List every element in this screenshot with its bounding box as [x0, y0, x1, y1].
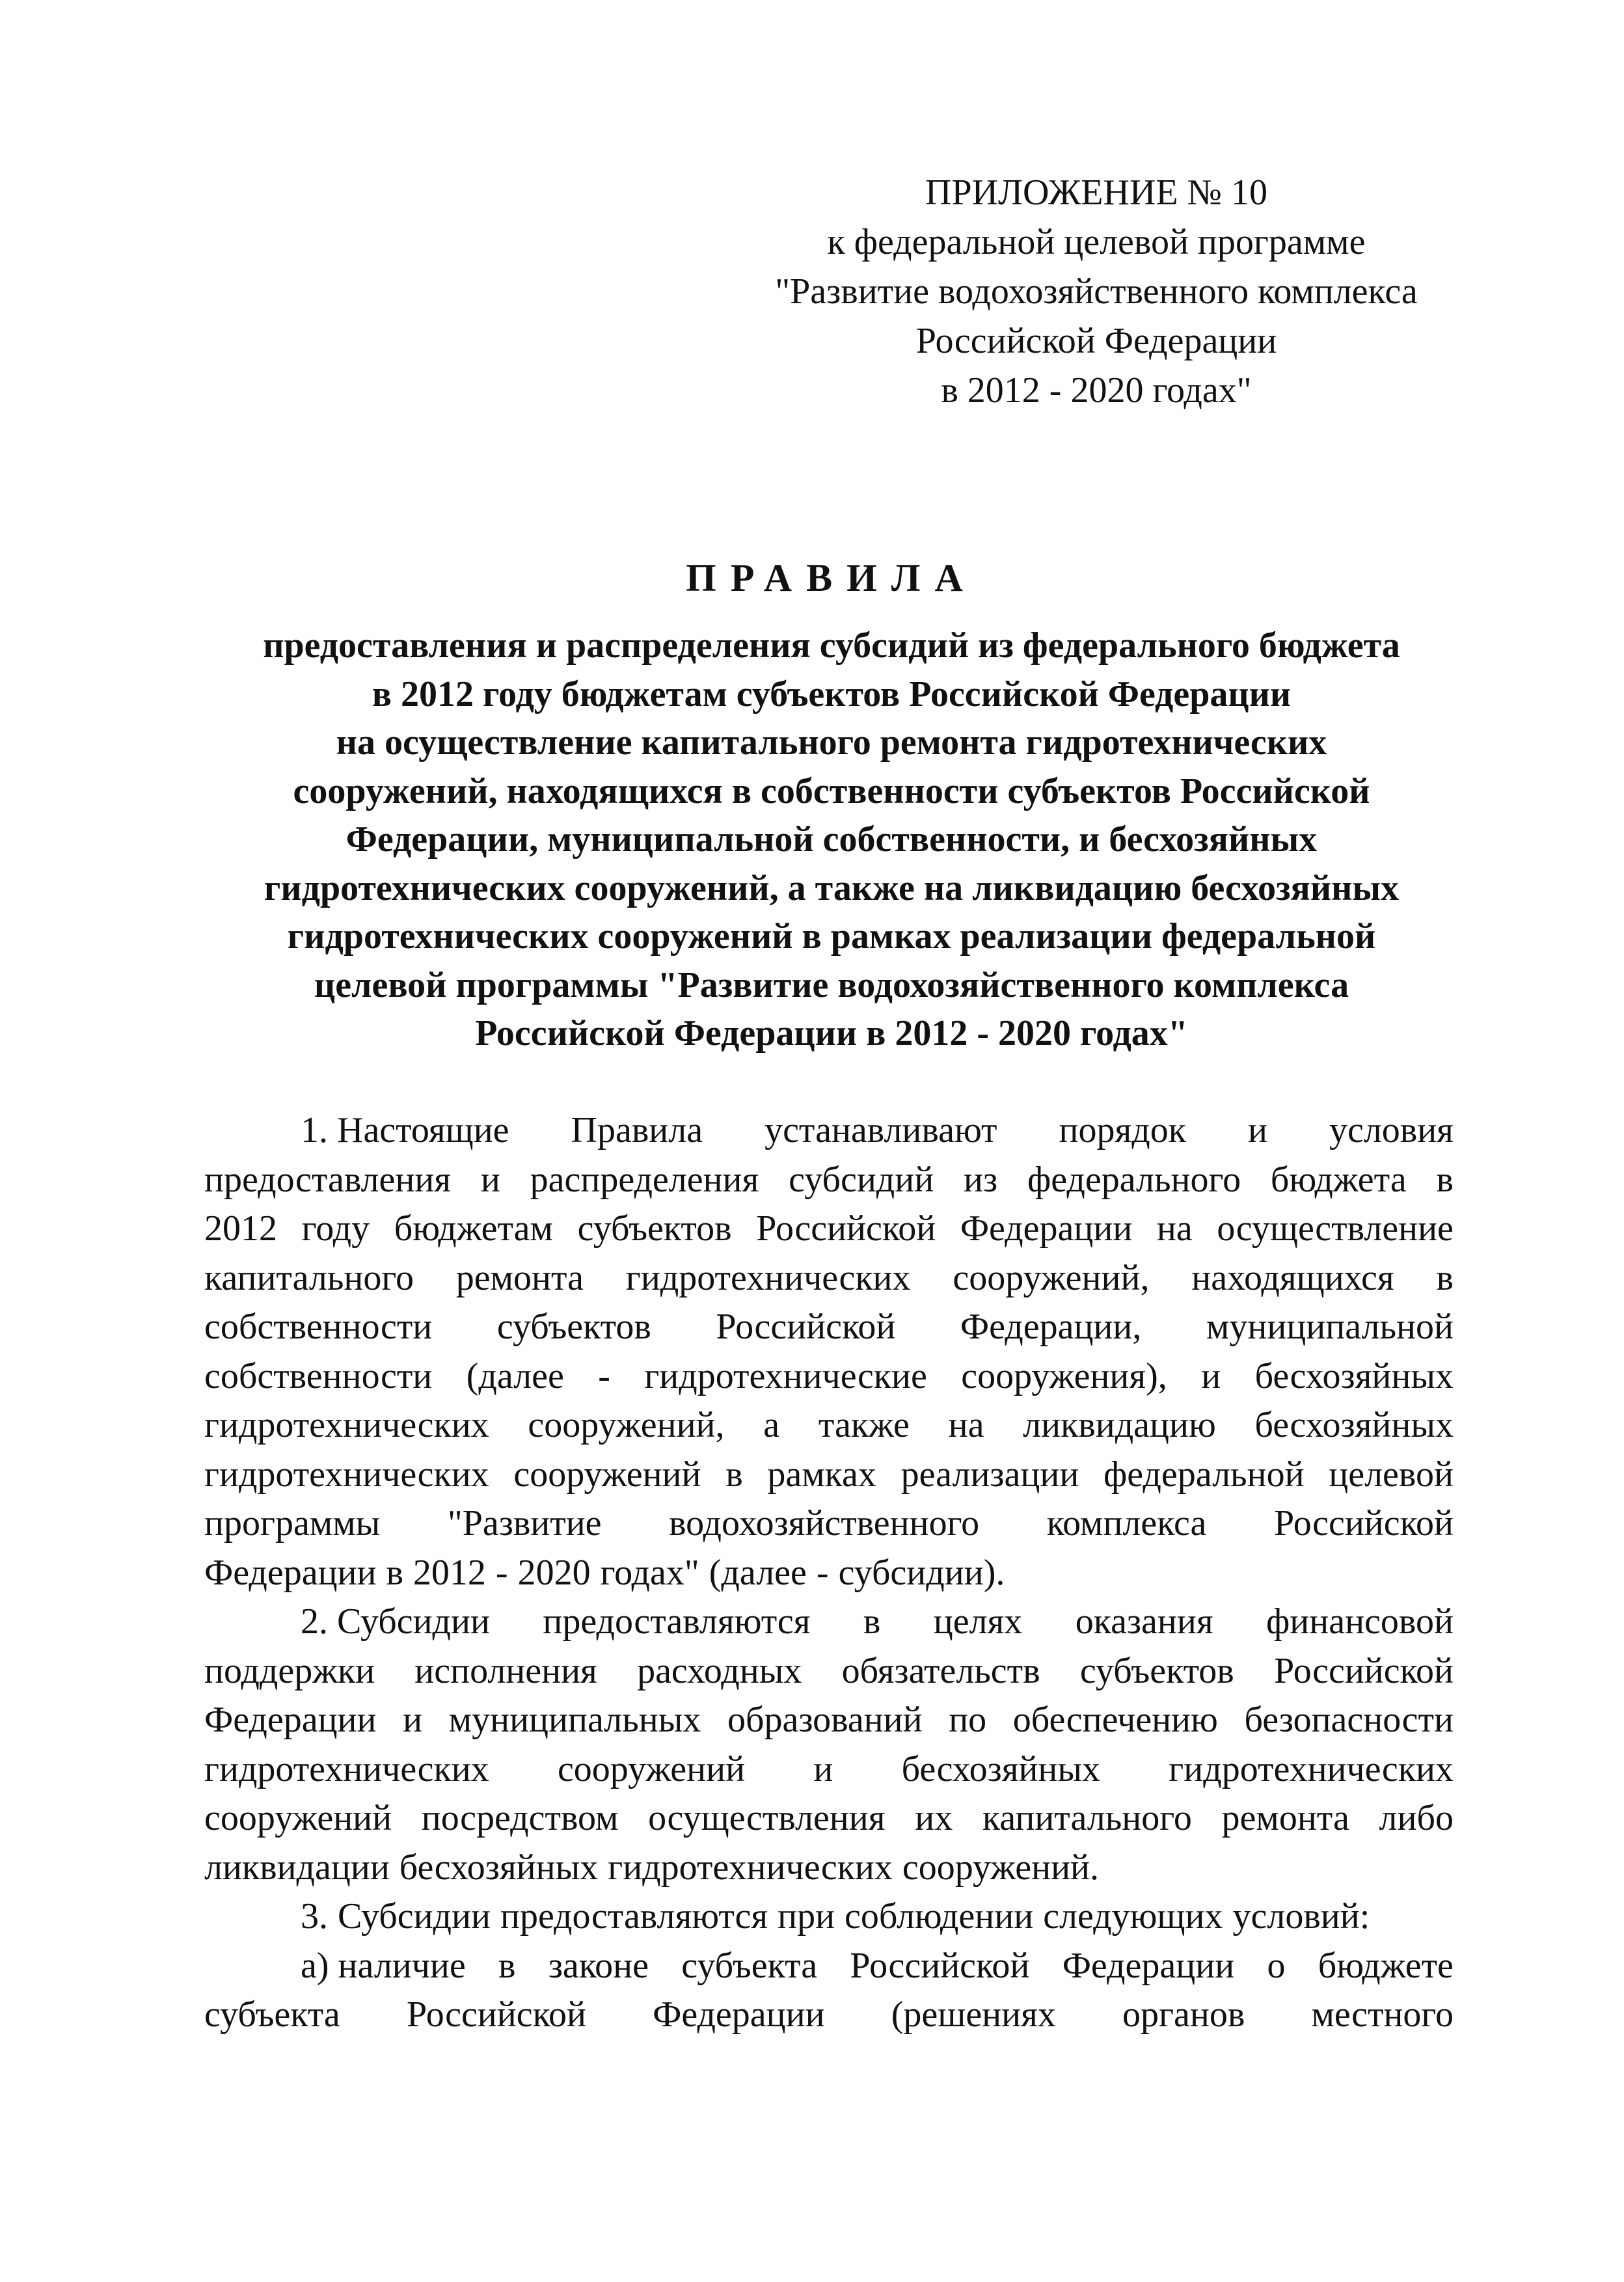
body-word: Федерации, — [960, 1307, 1142, 1347]
body-word: - — [598, 1355, 610, 1396]
body-word: а) наличие — [301, 1945, 466, 1986]
body-word: бесхозяйных — [1254, 1405, 1454, 1445]
body-word: федерального — [1027, 1159, 1241, 1200]
body-word: капитального — [204, 1257, 414, 1298]
body-line — [204, 1745, 1454, 1795]
body-word: Российской — [1273, 1650, 1454, 1691]
body-word: находящихся — [1191, 1257, 1394, 1298]
subtitle-line: гидротехнических сооружений в рамках реализации федеральной — [287, 916, 1376, 957]
body-word: обеспечению — [1012, 1700, 1218, 1740]
body-word: комплекса — [1046, 1503, 1207, 1543]
body-word: бесхозяйных — [1254, 1355, 1454, 1396]
body-word: ликвидацию — [1023, 1405, 1216, 1445]
body-word: осуществление — [1217, 1208, 1454, 1249]
body-word: предоставляются — [500, 1896, 768, 1936]
body-word: условий: — [1232, 1896, 1370, 1936]
body-word: бесхозяйных — [399, 1847, 599, 1888]
body-word: их — [915, 1798, 953, 1838]
body-word: и — [480, 1159, 500, 1200]
body-word: местного — [1311, 1994, 1454, 2035]
body-word: на — [1156, 1208, 1193, 1249]
body-line — [204, 1990, 1454, 2040]
body-word: Федерации — [960, 1208, 1133, 1249]
body-line — [204, 1597, 1454, 1647]
body-word: гидротехнических — [204, 1748, 489, 1789]
subtitle-line: Федерации, муниципальной собственности, и бесхозяйных — [345, 819, 1318, 860]
body-word: Федерации — [204, 1700, 377, 1740]
body-word: посредством — [421, 1798, 619, 1838]
document-subtitle — [169, 621, 1494, 1058]
body-word: при — [778, 1896, 835, 1936]
subtitle-line: предоставления и распределения субсидий из федерального бюджета — [263, 625, 1400, 666]
body-line — [204, 1450, 1454, 1500]
body-word: гидротехнических — [204, 1454, 489, 1495]
body-word: - — [816, 1552, 829, 1593]
body-word: законе — [548, 1945, 649, 1986]
body-word: сооружений. — [902, 1847, 1099, 1888]
body-word: условия — [1329, 1110, 1454, 1150]
body-word: Правила — [571, 1110, 703, 1150]
body-word: гидротехнические — [644, 1355, 927, 1396]
body-word: гидротехнических — [1169, 1748, 1454, 1789]
body-word: собственности — [204, 1307, 433, 1347]
document-title: ПРАВИЛА — [686, 556, 977, 599]
appendix-line: в 2012 - 2020 годах" — [941, 370, 1252, 411]
body-word: гидротехнических — [608, 1847, 893, 1888]
body-word: сооружений, — [528, 1405, 725, 1445]
body-word: в — [863, 1601, 881, 1642]
body-word: сооружений — [513, 1454, 701, 1495]
body-line — [204, 1352, 1454, 1402]
body-word: Федерации — [653, 1994, 825, 2035]
body-word: (далее — [466, 1355, 564, 1396]
body-word: субъектов — [1079, 1650, 1234, 1691]
body-word: субъекта — [681, 1945, 818, 1986]
body-word: и — [1247, 1110, 1267, 1150]
body-word: предоставления — [204, 1159, 452, 1200]
body-word: поддержки — [204, 1650, 375, 1691]
body-word: либо — [1379, 1798, 1454, 1838]
body-word: расходных — [637, 1650, 802, 1691]
body-word: (далее — [709, 1552, 807, 1593]
body-line — [204, 1303, 1454, 1352]
body-word: "Развитие — [447, 1503, 602, 1543]
body-word: реализации — [900, 1454, 1079, 1495]
body-word: целях — [933, 1601, 1023, 1642]
body-line — [204, 1549, 1454, 1598]
body-word: сооружения), — [961, 1355, 1167, 1396]
body-word: сооружений, — [953, 1257, 1150, 1298]
body-word: Российской — [850, 1945, 1030, 1986]
body-word: Российской — [716, 1307, 896, 1347]
body-word: предоставляются — [543, 1601, 811, 1642]
body-word: 1. Настоящие — [301, 1110, 509, 1150]
body-word: муниципальной — [1206, 1307, 1454, 1347]
body-word: устанавливают — [765, 1110, 997, 1150]
body-word: Российской — [406, 1994, 586, 2035]
body-line — [204, 1204, 1454, 1254]
body-word: 2012 — [413, 1552, 486, 1593]
body-word: годах" — [600, 1552, 699, 1593]
body-line — [204, 1942, 1454, 1991]
subtitle-line: в 2012 году бюджетам субъектов Российской Федерации — [372, 673, 1292, 714]
body-word: субъектов — [496, 1307, 651, 1347]
body-word: соблюдении — [845, 1896, 1034, 1936]
body-word: следующих — [1043, 1896, 1223, 1936]
body-word: гидротехнических — [625, 1257, 911, 1298]
body-line — [204, 1794, 1454, 1843]
subtitle-line: сооружений, находящихся в собственности субъектов Российской — [293, 770, 1370, 811]
body-word: Федерации — [204, 1552, 377, 1593]
body-word: субсидий — [789, 1159, 934, 1200]
body-word: водохозяйственного — [669, 1503, 980, 1543]
body-word: и — [403, 1700, 423, 1740]
body-word: органов — [1122, 1994, 1245, 2035]
body-word: по — [949, 1700, 987, 1740]
body-line — [204, 1647, 1454, 1696]
body-word: безопасности — [1244, 1700, 1454, 1740]
body-word: о — [1267, 1945, 1286, 1986]
body-word: бесхозяйных — [901, 1748, 1101, 1789]
body-word: Федерации — [1062, 1945, 1235, 1986]
body-word: в — [1436, 1257, 1454, 1298]
body-word: бюджетам — [394, 1208, 553, 1249]
body-word: субъекта — [204, 1994, 340, 2035]
appendix-line: ПРИЛОЖЕНИЕ № 10 — [925, 172, 1267, 213]
body-word: финансовой — [1266, 1601, 1454, 1642]
body-word: бюджета — [1270, 1159, 1407, 1200]
body-word: рамках — [767, 1454, 876, 1495]
body-word: а — [763, 1405, 780, 1445]
body-word: субъектов — [577, 1208, 732, 1249]
body-word: также — [818, 1405, 910, 1445]
body-word: в — [1436, 1159, 1454, 1200]
body-word: (решениях — [891, 1994, 1056, 2035]
body-word: в — [386, 1552, 403, 1593]
body-word: - — [495, 1552, 508, 1593]
body-word: 2020 — [517, 1552, 591, 1593]
body-word: субсидии). — [838, 1552, 1005, 1593]
body-word: ремонта — [1221, 1798, 1349, 1838]
body-word: ремонта — [455, 1257, 584, 1298]
body-word: распределения — [530, 1159, 759, 1200]
body-word: образований — [727, 1700, 923, 1740]
subtitle-line: на осуществление капитального ремонта гидротехнических — [336, 722, 1327, 763]
body-line — [204, 1156, 1454, 1205]
body-word: сооружений — [204, 1798, 392, 1838]
body-word: и — [813, 1748, 833, 1789]
body-word: году — [301, 1208, 370, 1249]
body-word: Субсидии — [338, 1896, 491, 1936]
subtitle-line: гидротехнических сооружений, а также на ликвидацию бесхозяйных — [264, 867, 1400, 908]
appendix-block — [729, 168, 1464, 415]
appendix-line: "Развитие водохозяйственного комплекса — [775, 271, 1418, 312]
body-word: федеральной — [1103, 1454, 1305, 1495]
body-word: исполнения — [414, 1650, 597, 1691]
body-word: обязательств — [841, 1650, 1040, 1691]
body-word: муниципальных — [448, 1700, 701, 1740]
body-word: целевой — [1329, 1454, 1454, 1495]
body-word: программы — [204, 1503, 381, 1543]
subtitle-line: Российской Федерации в 2012 - 2020 годах" — [475, 1013, 1188, 1053]
appendix-line: к федеральной целевой программе — [827, 222, 1366, 262]
body-line — [204, 1401, 1454, 1450]
body-word: оказания — [1075, 1601, 1213, 1642]
body-word: капитального — [982, 1798, 1192, 1838]
body-line — [204, 1106, 1454, 1156]
body-word: Российской — [1273, 1503, 1454, 1543]
body-word: на — [948, 1405, 984, 1445]
body-word: 2. Субсидии — [301, 1601, 490, 1642]
body-word: и — [1201, 1355, 1221, 1396]
body-line — [204, 1892, 1454, 1942]
body-word: 3. — [301, 1896, 328, 1936]
body-word: собственности — [204, 1355, 433, 1396]
body-word: порядок — [1059, 1110, 1186, 1150]
body-word: в — [725, 1454, 743, 1495]
body-word: 2012 — [204, 1208, 277, 1249]
body-word: бюджете — [1318, 1945, 1454, 1986]
body-line — [204, 1254, 1454, 1303]
body-word: гидротехнических — [204, 1405, 489, 1445]
body-word: Российской — [756, 1208, 936, 1249]
body-line — [204, 1499, 1454, 1549]
body-word: осуществления — [648, 1798, 886, 1838]
body-word: из — [964, 1159, 998, 1200]
subtitle-line: целевой программы "Развитие водохозяйственного комплекса — [314, 964, 1349, 1005]
body-word: ликвидации — [204, 1847, 390, 1888]
body-word: сооружений — [557, 1748, 746, 1789]
body-text — [204, 1106, 1454, 2040]
body-line — [204, 1696, 1454, 1745]
body-line — [204, 1843, 1454, 1893]
appendix-line: Российской Федерации — [915, 321, 1277, 361]
body-word: в — [498, 1945, 516, 1986]
